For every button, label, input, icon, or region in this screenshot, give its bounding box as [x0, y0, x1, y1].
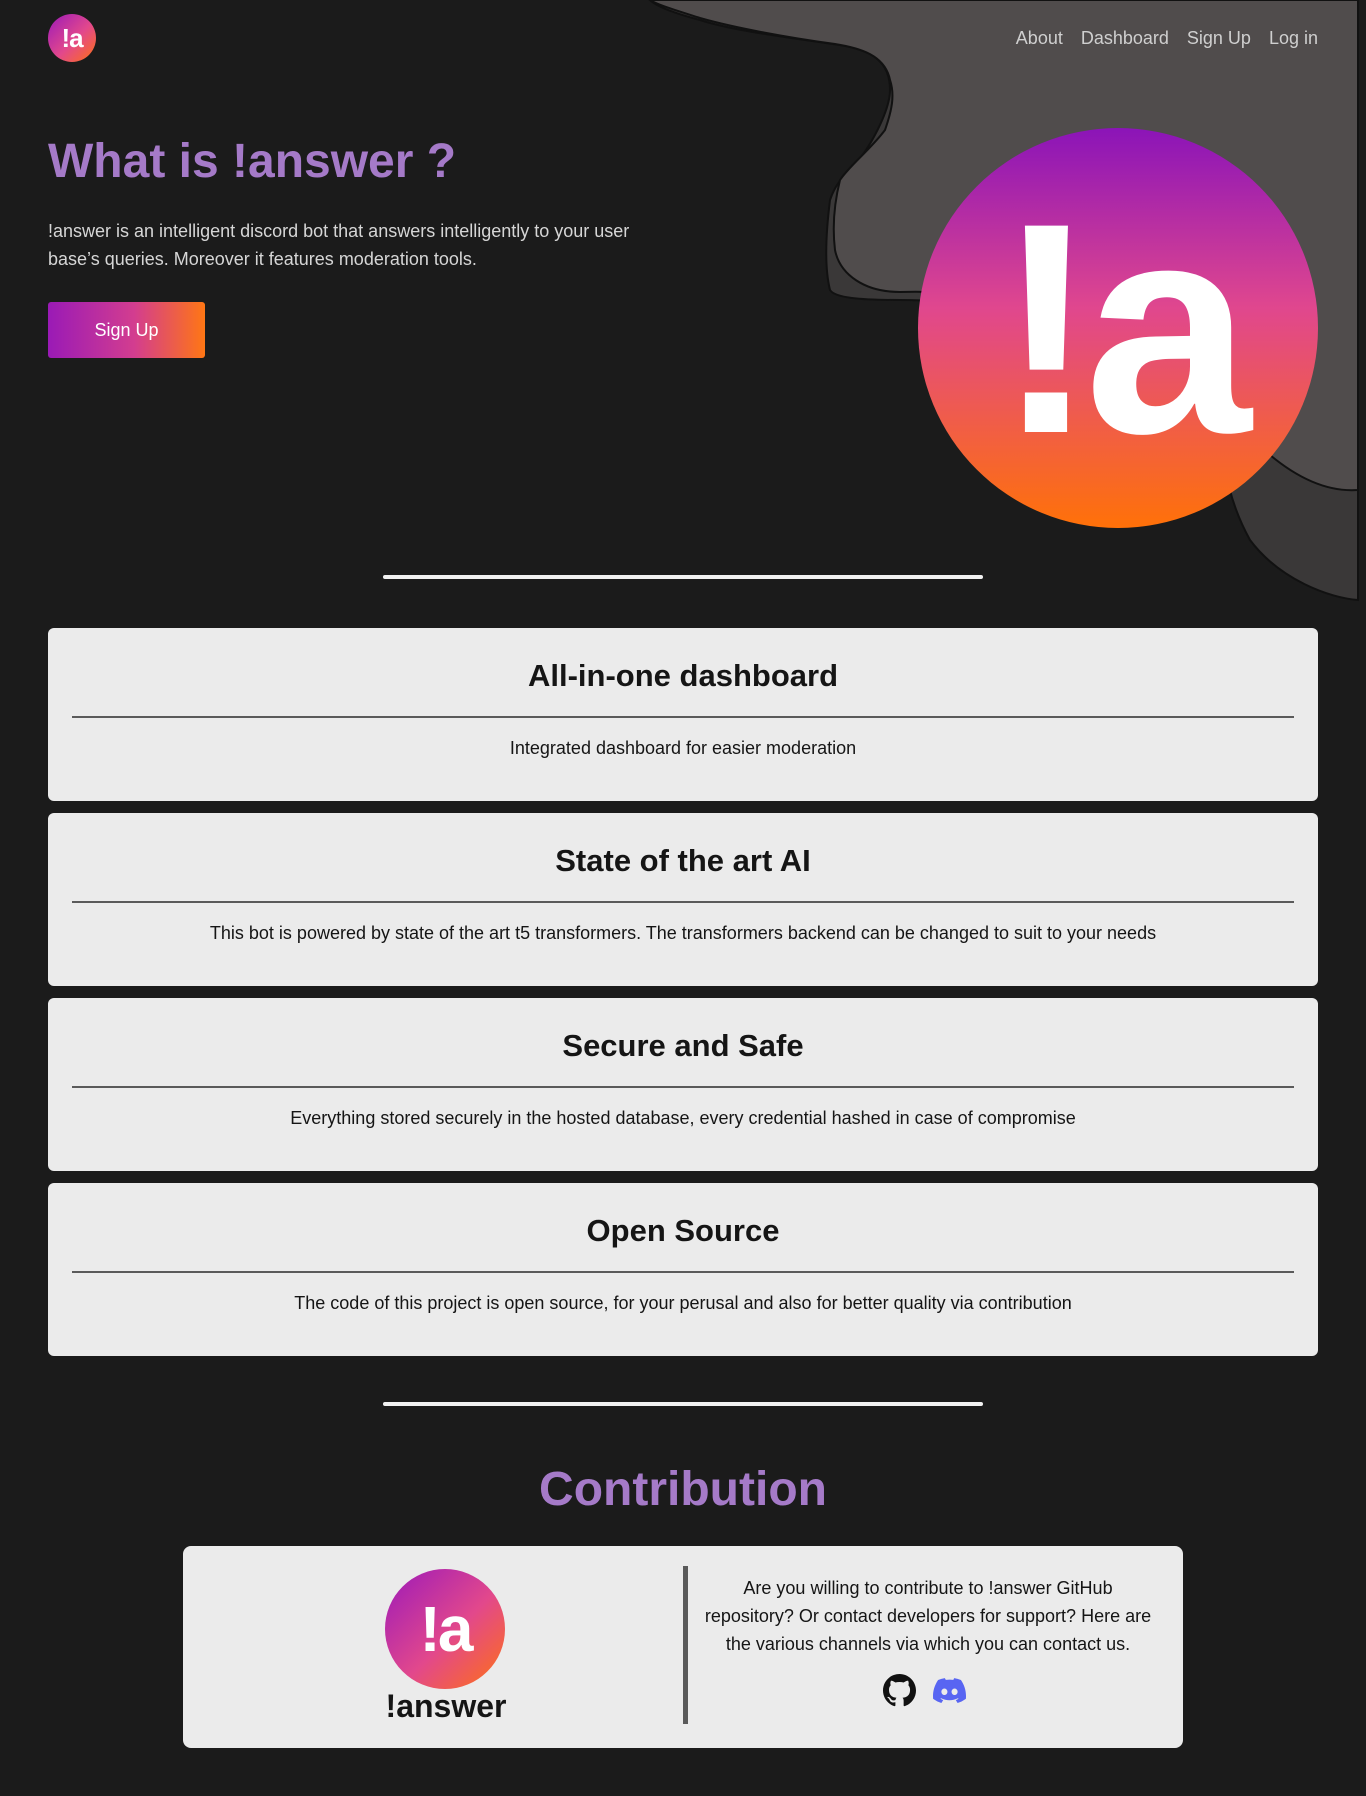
top-nav [1016, 28, 1318, 49]
feature-divider [72, 901, 1294, 903]
feature-divider [72, 1271, 1294, 1273]
feature-card [48, 628, 1318, 801]
brand-logo[interactable]: !a [48, 14, 96, 62]
nav-link-sign-up[interactable]: Sign Up [1186, 28, 1251, 48]
feature-description: Integrated dashboard for easier moderation [509, 738, 857, 758]
nav-link-about[interactable]: About [1015, 28, 1063, 48]
contact-channels [883, 1674, 966, 1707]
contribution-brand-name: !answer [385, 1688, 507, 1724]
contribution-divider [683, 1566, 688, 1724]
feature-title: Open Source [586, 1213, 780, 1248]
nav-link-dashboard[interactable]: Dashboard [1080, 28, 1169, 48]
discord-icon[interactable] [933, 1674, 966, 1707]
hero-logo: !a [918, 128, 1318, 528]
nav-link-log-in[interactable]: Log in [1268, 28, 1318, 48]
github-icon[interactable] [883, 1674, 916, 1707]
contribution-card [183, 1546, 1183, 1748]
section-divider [383, 575, 983, 579]
hero-description: !answer is an intelligent discord bot that answers intelligently to your user base’s queries. Moreover it features moderation tools. [48, 221, 630, 269]
feature-card [48, 813, 1318, 986]
hero-title: What is !answer ? [48, 135, 457, 188]
feature-title: State of the art AI [555, 843, 811, 878]
hero-sign-up-button[interactable]: Sign Up [48, 302, 205, 358]
feature-divider [72, 716, 1294, 718]
feature-card [48, 1183, 1318, 1356]
feature-divider [72, 1086, 1294, 1088]
feature-title: All-in-one dashboard [528, 658, 838, 693]
section-divider [383, 1402, 983, 1406]
contribution-logo: !a [385, 1569, 505, 1689]
feature-card [48, 998, 1318, 1171]
feature-title: Secure and Safe [562, 1028, 804, 1063]
feature-description: Everything stored securely in the hosted database, every credential hashed in case of compromise [290, 1108, 1076, 1128]
feature-description: This bot is powered by state of the art t5 transformers. The transformers backend can be changed to suit to your needs [209, 923, 1157, 943]
feature-description: The code of this project is open source, for your perusal and also for better quality via contribution [294, 1293, 1072, 1313]
contribution-text: Are you willing to contribute to !answer GitHub repository? Or contact developers for support? Here are the various channels via which you can contact us. [704, 1578, 1152, 1654]
contribution-title: Contribution [539, 1463, 827, 1516]
